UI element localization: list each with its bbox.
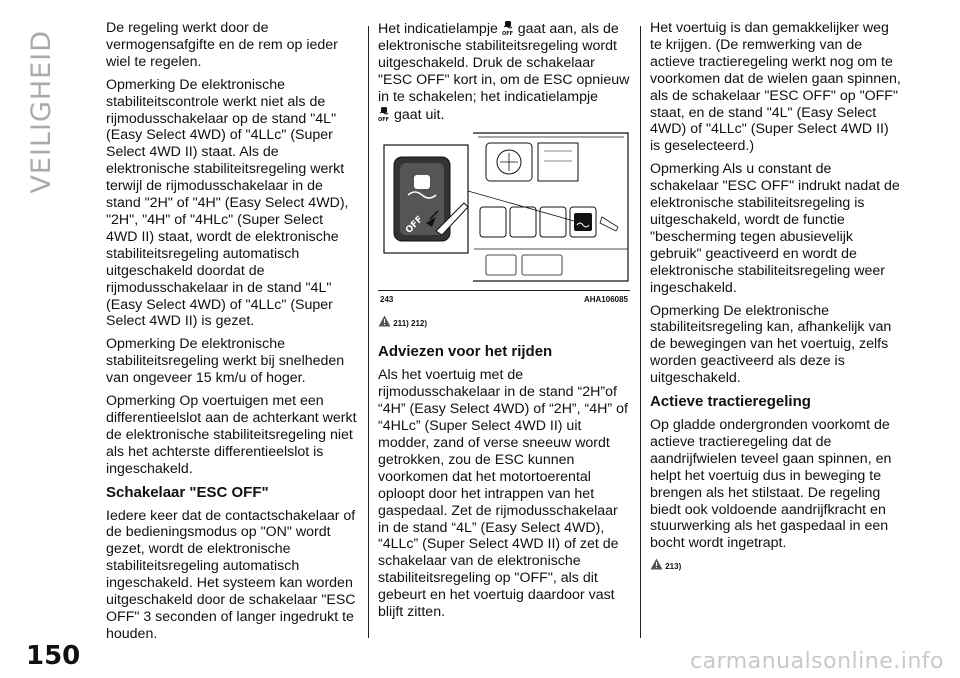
note-paragraph: Opmerking De elektronische stabiliteitscontrole werkt niet als de rijmodusschakelaar op de stand "4L" (Easy Select 4WD) of "4LLc" (Super Select 4WD II) staat. Als de elektronische stabiliteitsregeling werkt terwijl de rijmodusschakelaar in de stand "2H" of "4H" (Easy Select 4WD), "2H", "4H" of "4HLc" (Super Select 4WD II) staat, wordt de elektronische stabiliteitsregeling automatisch uitgeschakeld doordat de rijmodusschakelaar in de stand "4L" (Easy Select 4WD) of "4LLc" (Super Select 4WD II) is gezet. [106, 76, 349, 330]
paragraph: Het voertuig is dan gemakkelijker weg te krijgen. (De remwerking van de actieve tractieregeling werkt nog om te voorkomen dat de wielen gaan spinnen, als de schakelaar "ESC OFF" op "OFF" staat, en de stand "4L" (Easy Select 4WD) of "4LLc" (Super Select 4WD II) is geselecteerd.) [650, 20, 901, 155]
column-2 [378, 20, 630, 627]
paragraph: Iedere keer dat de contactschakelaar of de bedieningsmodus op "ON" wordt gezet, wordt de elektronische stabiliteitsregeling automatisch ingeschakeld. Het systeem kan worden uitgeschakeld door de schakelaar "ESC OFF" 3 seconden of langer ingedrukt te houden. [106, 507, 356, 642]
figure-code: AHA106085 [583, 295, 628, 305]
figure-esc-off-switch [378, 131, 630, 309]
warning-reference [378, 315, 630, 333]
svg-text:OFF: OFF [501, 31, 513, 36]
esc-off-indicator-icon [502, 20, 514, 36]
switch-label-text: OFF [404, 214, 426, 237]
figure-caption [378, 290, 630, 309]
column-divider [640, 26, 641, 638]
note-paragraph: Opmerking Op voertuigen met een differentieelslot aan de achterkant werkt de elektronische stabiliteitsregeling niet als het achterste differentieelslot is ingeschakeld. [106, 393, 357, 477]
column-divider [368, 26, 369, 638]
note-paragraph: Opmerking Als u constant de schakelaar "ESC OFF" indrukt nadat de elektronische stabiliteitsregeling is uitgeschakeld, wordt de functie "bescherming tegen abusievelijk gebruik" geactiveerd en wordt de elektronische stabiliteitsregeling weer ingeschakeld. [650, 161, 900, 296]
page-number: 150 [26, 641, 81, 671]
watermark: carmanualsonline.info [690, 649, 944, 674]
section-heading: Adviezen voor het rijden [378, 343, 553, 361]
text-fragment: gaat uit. [393, 106, 445, 123]
paragraph [378, 20, 630, 123]
svg-text:OFF: OFF [378, 116, 390, 122]
text-fragment: gaat aan, als de elektronische stabiliteitsregeling wordt uitgeschakeld. Druk de schakelaar "ESC OFF" kort in, om de ESC opnieuw in te schakelen; het indicatielampje [378, 21, 630, 105]
column-1 [106, 20, 358, 649]
section-heading: Schakelaar "ESC OFF" [106, 483, 269, 501]
warning-refs-text: 211) 212) [393, 319, 428, 329]
paragraph: Op gladde ondergronden voorkomt de actieve tractieregeling dat de aandrijfwielen teveel gaan spinnen, en helpt het voertuig dus in beweging te brengen als het stilstaat. De regeling biedt ook voldoende aandrijfkracht en stuurwerking als het gaspedaal in een bocht wordt ingetrapt. [650, 417, 892, 552]
column-3 [650, 20, 902, 586]
figure-number: 243 [380, 295, 394, 305]
section-title: VEILIGHEID [26, 30, 57, 194]
warning-reference [650, 558, 902, 576]
note-paragraph: Opmerking De elektronische stabiliteitsregeling werkt bij snelheden van ongeveer 15 km/u of hoger. [106, 336, 345, 387]
warning-triangle-icon [650, 558, 663, 570]
section-heading: Actieve tractieregeling [650, 393, 811, 411]
note-paragraph: Opmerking De elektronische stabiliteitsregeling kan, afhankelijk van de bewegingen van het voertuig, zelfs worden geactiveerd als deze is uitgeschakeld. [650, 302, 892, 387]
warning-refs-text: 213) [665, 562, 682, 572]
text-fragment: Het indicatielampje [378, 21, 498, 37]
paragraph: Als het voertuig met de rijmodusschakelaar in de stand “2H”of “4H” (Easy Select 4WD) of “2H”, “4H” of “4HLc” (Super Select 4WD II) uit modder, zand of verse sneeuw wordt getrokken, zou de ESC kunnen voorkomen dat het motortoerental oploopt door het intrappen van het gaspedaal. Zet de rijmodusschakelaar in de stand “4L” (Easy Select 4WD), “4LLc” (Super Select 4WD II) of zet de schakelaar van de elektronische stabiliteitsregeling op "OFF", als dit gebeurt en het voertuig daardoor vast blijft zitten. [378, 367, 628, 621]
esc-off-indicator-icon [378, 106, 390, 122]
warning-triangle-icon [378, 315, 391, 327]
paragraph: De regeling werkt door de vermogensafgifte en de rem op ieder wiel te regelen. [106, 20, 338, 70]
